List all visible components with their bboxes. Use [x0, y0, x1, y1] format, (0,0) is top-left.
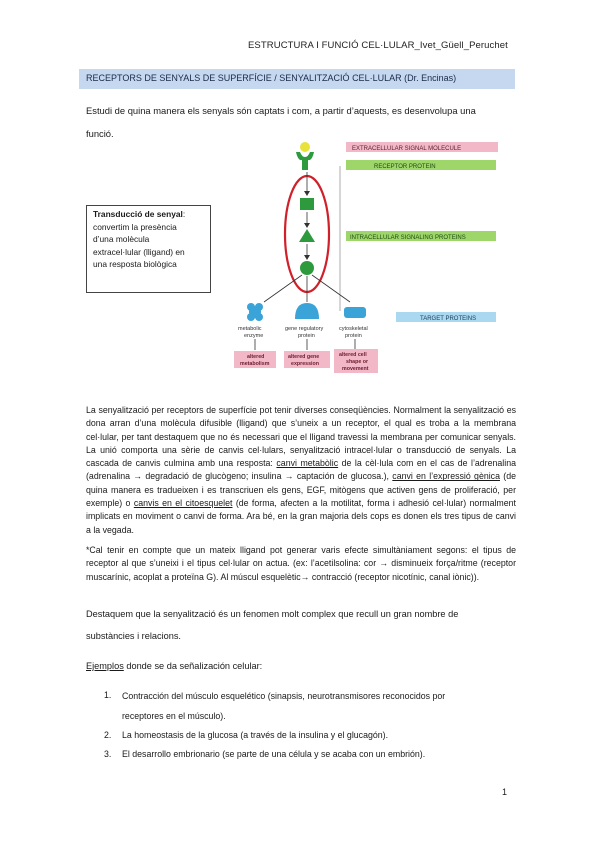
list-item-number: 1. — [104, 690, 112, 700]
complexity-line-1: Destaquem que la senyalització és un fenomen molt complex que recull un gran nombre de — [86, 609, 459, 619]
page-number: 1 — [502, 787, 508, 797]
signaling-protein-circle-icon — [300, 261, 314, 275]
target-3-line-1: cytoskeletal — [339, 326, 368, 332]
callout-line-2: d’una molècula — [93, 234, 150, 244]
outcome-1-line-2: metabolism — [240, 361, 270, 367]
branch-arrow-left — [264, 275, 302, 302]
target-1-line-1: metabolic — [238, 326, 262, 332]
paragraph-text-3: (de quina manera es tradueixen i es transcriuen els gens, EGF, mitògens que activen gens de proliferació, per exemple) o — [86, 471, 516, 509]
list-item-number: 3. — [104, 749, 112, 759]
paragraph-text-4: (de forma, afecten a la motilitat, forma i adhesió cel·lular) normalment implicats en moviment o canvi de forma. Ara bé, en la gran majoria dels cops es donen els tres tipus de canvi a la vegada. — [86, 498, 516, 535]
intro-line-2: funció. — [86, 128, 114, 139]
metabolic-change-term: canvi metabòlic — [276, 458, 339, 469]
callout-line-1: convertim la presència — [93, 221, 177, 232]
target-3-line-2: protein — [345, 333, 362, 339]
list-item-text-cont: receptores en el músculo). — [122, 711, 226, 721]
outcome-3-line-1: altered cell — [339, 352, 367, 358]
arrowhead-1 — [304, 191, 310, 196]
paragraph-text-2: de la cèl·lula com en el cas de l’adrenalina (adrenalina → degradació de glucògeno; insulina → captación de glucosa.), — [86, 458, 516, 482]
note-paragraph: *Cal tenir en compte que un mateix lligand pot generar varis efecte simultàniament segons: el tipus de receptor al que s’uneixi i el tipus cel·lular on actua. (ex: l’acetilsolina: cor → disminueix força/ritme (receptor muscarínic, acoplat a proteïna G). Al múscul esquelètic→ contracció (receptor nicotínic, canal iònic)). — [86, 545, 516, 582]
metabolic-enzyme-icon — [247, 303, 263, 321]
callout-line-3: extracel·lular (lligand) en — [93, 246, 185, 257]
examples-list — [104, 690, 514, 759]
outcome-2-line-2: expression — [291, 361, 319, 367]
transduction-callout — [86, 205, 211, 293]
arrowhead-2 — [304, 223, 310, 228]
gene-expression-term: canvi en l’expressió gènica — [392, 471, 500, 482]
examples-label: Ejemplos — [86, 661, 124, 671]
list-item-text: El desarrollo embrionario (se parte de una célula y se acaba con un embrión). — [122, 749, 426, 759]
complexity-line-2: substàncies i relacions. — [86, 631, 181, 641]
list-item — [104, 730, 514, 740]
target-2-line-2: protein — [298, 333, 315, 339]
gene-regulatory-protein-icon — [295, 303, 319, 319]
list-item-number: 2. — [104, 730, 112, 740]
list-item — [104, 690, 514, 721]
intro-line-1: Estudi de quina manera els senyals són captats i com, a partir d’aquests, es desenvolupa una — [86, 105, 476, 116]
paragraph-text-1: La senyalització per receptors de superfície pot tenir diverses conseqüències. Normalment la senyalització es dona arran d’una molècula difusible (lligand) que s’uneix a un receptor, el qual es troba a la membrana cel·lular, per tant destaquem que no és necessari que el lligand travessi la membrana per comunicar senyals. La unió comporta una sèrie de canvis cel·lulars, senyalització intracel·lular o transducció de senyals. La cascada de canvis culmina amb una resposta: — [86, 405, 516, 469]
receptor-protein-icon — [296, 152, 314, 170]
cytoskeleton-term: canvis en el citoesquelet — [133, 498, 233, 509]
outcome-3-line-2: shape or — [346, 359, 369, 365]
targets-label: TARGET PROTEINS — [420, 316, 477, 322]
examples-heading-rest: donde se da señalización celular: — [123, 661, 263, 671]
outcome-1-line-1: altered — [247, 354, 265, 360]
examples-heading — [86, 660, 516, 673]
arrowhead-3 — [304, 255, 310, 260]
callout-title-line: Transducció de senyal: — [93, 209, 186, 219]
complexity-paragraph — [86, 603, 516, 647]
cytoskeletal-protein-icon — [344, 307, 366, 318]
branch-arrow-right — [312, 275, 350, 302]
callout-title: Transducció de senyal — [93, 209, 183, 219]
signaling-pathway-figure — [228, 136, 518, 386]
outcome-2-line-1: altered gene — [288, 354, 320, 360]
list-item-text: La homeostasis de la glucosa (a través de la insulina y el glucagón). — [122, 730, 389, 740]
signaling-paragraph — [86, 404, 516, 537]
signaling-protein-triangle-icon — [299, 229, 315, 242]
target-1-line-2: enzyme — [244, 333, 264, 339]
list-item-text: Contracción del músculo esquelético (sinapsis, neurotransmisores reconocidos por — [122, 691, 446, 701]
callout-line-4: una resposta biològica — [93, 259, 177, 269]
section-title: RECEPTORS DE SENYALS DE SUPERFÍCIE / SENYALITZACIÓ CEL·LULAR (Dr. Encinas) — [86, 73, 457, 83]
target-2-line-1: gene regulatory — [285, 326, 324, 332]
running-header: ESTRUCTURA I FUNCIÓ CEL·LULAR_Ivet_Güell_Peruchet — [248, 40, 508, 51]
intracellular-label: INTRACELLULAR SIGNALING PROTEINS — [350, 235, 466, 241]
signal-molecule-icon — [300, 142, 310, 152]
signal-label: EXTRACELLULAR SIGNAL MOLECULE — [352, 146, 462, 152]
list-item — [104, 749, 514, 759]
receptor-label: RECEPTOR PROTEIN — [374, 164, 436, 170]
outcome-3-line-3: movement — [342, 366, 369, 372]
signaling-protein-square-icon — [300, 198, 314, 210]
